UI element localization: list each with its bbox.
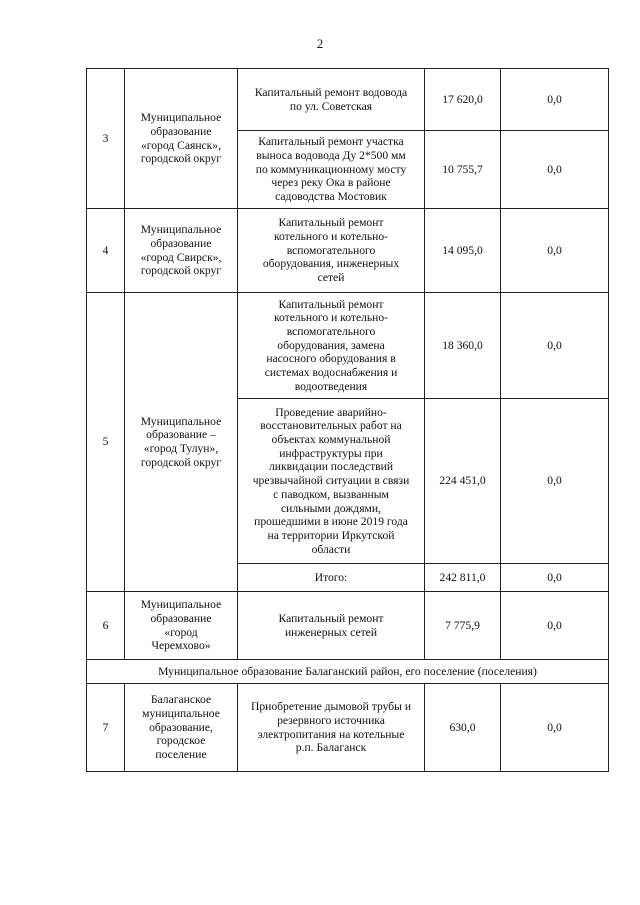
table-row xyxy=(87,684,609,772)
amount-cell: 14 095,0 xyxy=(425,209,501,293)
row-number: 7 xyxy=(87,684,125,772)
page-number: 2 xyxy=(316,36,324,51)
amount-cell: 224 451,0 xyxy=(425,399,501,564)
table-row xyxy=(87,293,609,399)
municipality-name: Муниципальное образование «город Черемхово» xyxy=(125,592,238,660)
row-number: 6 xyxy=(87,592,125,660)
work-description: Капитальный ремонт котельного и котельно- вспомогательного оборудования, инженерных сетей xyxy=(238,209,425,293)
other-amount-cell: 0,0 xyxy=(501,684,609,772)
other-amount-cell: 0,0 xyxy=(501,293,609,399)
municipality-name: Муниципальное образование «город Саянск», городской округ xyxy=(125,69,238,209)
amount-cell: 17 620,0 xyxy=(425,69,501,131)
total-label: Итого: xyxy=(238,564,425,592)
municipality-name: Муниципальное образование – «город Тулун», городской округ xyxy=(125,293,238,592)
amount-cell: 630,0 xyxy=(425,684,501,772)
amount-cell: 18 360,0 xyxy=(425,293,501,399)
subsidy-table xyxy=(86,68,609,772)
section-header: Муниципальное образование Балаганский район, его поселение (поселения) xyxy=(87,660,609,684)
table-row xyxy=(87,69,609,131)
municipality-name: Муниципальное образование «город Свирск», городской округ xyxy=(125,209,238,293)
amount-cell: 7 775,9 xyxy=(425,592,501,660)
section-header-row xyxy=(87,660,609,684)
other-amount-cell: 0,0 xyxy=(501,131,609,209)
work-description: Приобретение дымовой трубы и резервного источника электропитания на котельные р.п. Балаганск xyxy=(238,684,425,772)
work-description: Капитальный ремонт водовода по ул. Советская xyxy=(238,69,425,131)
table-row xyxy=(87,209,609,293)
other-amount-cell: 0,0 xyxy=(501,399,609,564)
municipality-name: Балаганское муниципальное образование, городское поселение xyxy=(125,684,238,772)
work-description: Капитальный ремонт участка выноса водовода Ду 2*500 мм по коммуникационному мосту через реку Ока в районе садоводства Мостовик xyxy=(238,131,425,209)
amount-cell: 10 755,7 xyxy=(425,131,501,209)
work-description: Проведение аварийно- восстановительных работ на объектах коммунальной инфраструктуры при ликвидации последствий чрезвычайной ситуации в связи с паводком, вызванным сильными дождями, прошедшими в июне 2019 года на территории Иркутской области xyxy=(238,399,425,564)
row-number: 5 xyxy=(87,293,125,592)
work-description: Капитальный ремонт инженерных сетей xyxy=(238,592,425,660)
total-amount: 242 811,0 xyxy=(425,564,501,592)
other-amount-cell: 0,0 xyxy=(501,592,609,660)
work-description: Капитальный ремонт котельного и котельно- вспомогательного оборудования, замена насосного оборудования в системах водоснабжения и водоотведения xyxy=(238,293,425,399)
other-amount-cell: 0,0 xyxy=(501,69,609,131)
other-amount-cell: 0,0 xyxy=(501,209,609,293)
row-number: 4 xyxy=(87,209,125,293)
table-row xyxy=(87,592,609,660)
total-other-amount: 0,0 xyxy=(501,564,609,592)
row-number: 3 xyxy=(87,69,125,209)
